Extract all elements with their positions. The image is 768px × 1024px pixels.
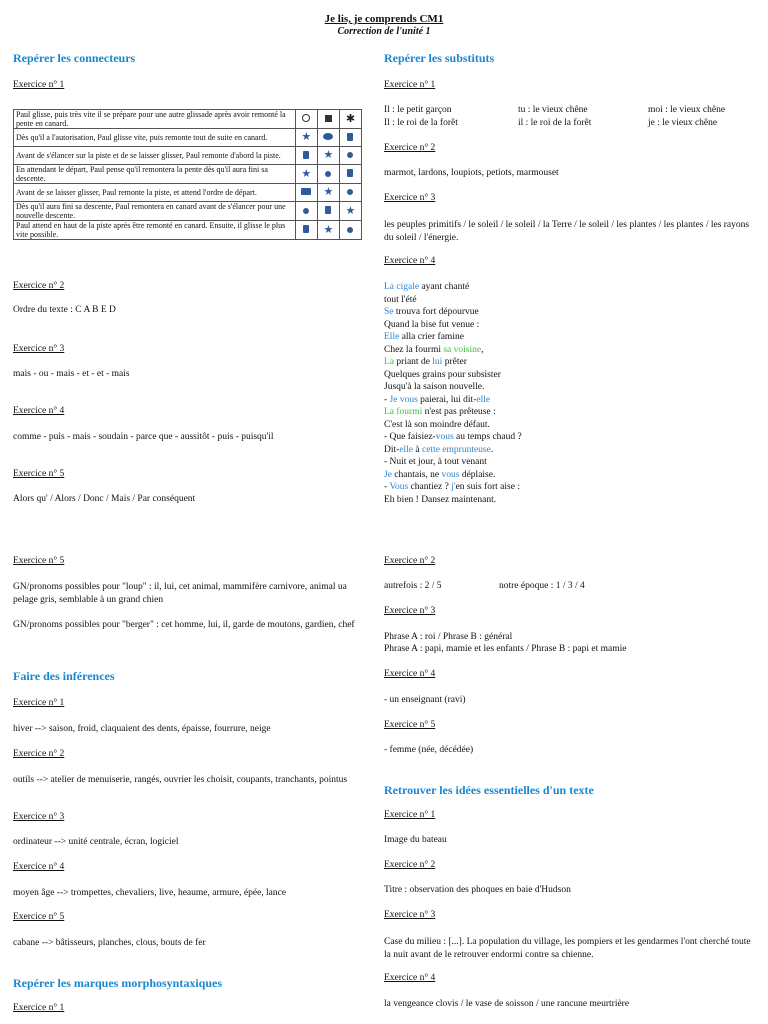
exercise-answer: GN/pronoms possibles pour "loup" : il, lui, cet animal, mammifère carnivore, animal ua pelage gris, semblable à un grand chien xyxy=(13,582,347,605)
poem-text: déplaise. xyxy=(459,469,496,480)
table-cell: Avant de se laisser glisser, Paul remonte la piste, et attend l'ordre de départ. xyxy=(14,184,296,202)
poem-line xyxy=(384,431,754,444)
exercise-answer: Ordre du texte : C A B E D xyxy=(13,305,116,315)
highlight-text: j' xyxy=(451,482,456,492)
highlight-text: Elle xyxy=(384,332,400,342)
square-icon xyxy=(303,225,309,233)
highlight-text: elle xyxy=(399,444,414,455)
highlight-text: La cigale xyxy=(384,282,420,292)
exercise-label: Exercice n° 1 xyxy=(13,1003,65,1013)
symbol-cell xyxy=(295,184,317,202)
symbol-cell xyxy=(317,184,339,202)
rectangle-icon xyxy=(301,188,311,195)
connecteurs-table xyxy=(13,109,362,240)
oval-icon xyxy=(323,133,333,140)
poem-line xyxy=(384,481,754,494)
exercise-label: Exercice n° 3 xyxy=(384,910,436,920)
symbol-cell xyxy=(339,147,361,165)
star-icon: ★ xyxy=(323,149,334,161)
poem-line: Jusqu'à la saison nouvelle. xyxy=(384,382,485,392)
exercise-answer: ordinateur --> unité centrale, écran, logiciel xyxy=(13,837,179,847)
square-icon xyxy=(325,115,332,122)
exercise-answer: GN/pronoms possibles pour "berger" : cet homme, lui, il, garde de moutons, gardien, chef xyxy=(13,620,355,630)
highlight-text: vous xyxy=(441,469,460,480)
table-cell: Dès qu'il aura fini sa descente, Paul remontera en canard avant de s'élancer pour une nouvelle descente. xyxy=(14,202,296,221)
symbol-cell xyxy=(295,110,317,129)
exercise-label: Exercice n° 2 xyxy=(384,143,436,153)
table-row xyxy=(14,147,362,165)
poem-text: ayant chanté xyxy=(419,282,470,292)
table-row xyxy=(14,202,362,221)
poem-text: au temps chaud ? xyxy=(453,432,522,442)
exercise-answer: - un enseignant (ravi) xyxy=(384,695,466,705)
exercise-answer: Case du milieu : [...]. La population du village, les pompiers et les gendarmes l'ont cherché toute la nuit avant de le retrouver endormi contre sa chienne. xyxy=(384,937,751,960)
star-icon: ★ xyxy=(323,223,334,236)
symbol-cell xyxy=(339,165,361,184)
poem-text: chantais, ne xyxy=(391,469,442,480)
table-cell: Avant de s'élancer sur la piste et de se laisser glisser, Paul remonte d'abord la piste. xyxy=(14,147,296,165)
poem-line xyxy=(384,331,754,344)
exercise-label: Exercice n° 2 xyxy=(384,860,436,870)
poem-line xyxy=(384,469,754,482)
highlight-text: sa voisine xyxy=(443,344,482,355)
exercise-label: Exercice n° 2 xyxy=(13,281,65,291)
dot-icon xyxy=(303,208,309,214)
exercise-label: Exercice n° 4 xyxy=(384,973,436,983)
poem-text: - xyxy=(384,482,390,492)
exercise-answer: les peuples primitifs / le soleil / le soleil / la Terre / le soleil / les plantes / les plantes / les rayons du soleil / l'énergie. xyxy=(384,220,750,243)
highlight-text: Vous xyxy=(389,482,409,492)
symbol-cell xyxy=(317,221,339,240)
section-heading-idees-essentielles: Retrouver les idées essentielles d'un texte xyxy=(384,783,594,797)
highlight-text: vous xyxy=(399,394,418,405)
substitute-cell: tu : le vieux chêne xyxy=(518,105,588,115)
poem-line: C'est là son moindre défaut. xyxy=(384,419,490,430)
poem-text: n'est pas prêteuse : xyxy=(422,407,496,417)
substitute-cell: Il : le roi de la forêt xyxy=(384,118,458,128)
exercise-answer: Alors qu' / Alors / Donc / Mais / Par conséquent xyxy=(13,494,196,504)
dot-icon xyxy=(347,152,353,158)
square-icon xyxy=(347,169,353,177)
highlight-text: vous xyxy=(435,432,454,442)
exercise-answer: notre époque : 1 / 3 / 4 xyxy=(499,581,585,591)
exercise-answer: Image du bateau xyxy=(384,835,447,845)
table-cell: Paul attend en haut de la piste après être remonté en canard. Ensuite, il glisse le plus vite possible. xyxy=(14,221,296,240)
poem-line xyxy=(384,406,754,419)
symbol-cell xyxy=(339,202,361,221)
section-heading-inferences: Faire des inférences xyxy=(13,669,115,683)
symbol-cell xyxy=(317,129,339,147)
substitute-cell: je : le vieux chêne xyxy=(648,118,718,128)
table-row xyxy=(14,110,362,129)
highlight-text: Je xyxy=(389,394,398,405)
highlight-text: cette emprunteuse xyxy=(422,444,491,455)
exercise-answer: - femme (née, décédée) xyxy=(384,745,474,755)
exercise-label: Exercice n° 3 xyxy=(13,344,65,354)
dot-icon xyxy=(325,171,331,177)
poem-line xyxy=(384,356,754,369)
poem-line xyxy=(384,306,754,319)
exercise-answer: hiver --> saison, froid, claquaient des dents, épaisse, fourrure, neige xyxy=(13,724,271,734)
star-icon: ★ xyxy=(345,204,356,217)
exercise-answer: marmot, lardons, loupiots, petiots, marmouset xyxy=(384,168,559,178)
circle-icon xyxy=(302,114,310,122)
symbol-cell xyxy=(295,221,317,240)
poem-line xyxy=(384,394,754,407)
star-icon: ★ xyxy=(301,167,312,180)
exercise-label: Exercice n° 5 xyxy=(13,556,65,566)
asterisk-icon: ✱ xyxy=(345,112,356,125)
poem-text: . xyxy=(490,444,494,455)
table-row xyxy=(14,221,362,240)
symbol-cell xyxy=(317,110,339,129)
symbol-cell xyxy=(295,202,317,221)
exercise-answer: mais - ou - mais - et - et - mais xyxy=(13,369,130,379)
exercise-label: Exercice n° 1 xyxy=(13,698,65,708)
document-title: Je lis, je comprends CM1 xyxy=(324,13,444,25)
section-heading-connecteurs: Repérer les connecteurs xyxy=(13,51,136,65)
poem-line xyxy=(384,281,754,294)
square-icon xyxy=(303,151,309,159)
star-icon: ★ xyxy=(301,131,312,143)
document-subtitle: Correction de l'unité 1 xyxy=(337,26,431,37)
poem-line: Quand la bise fut venue : xyxy=(384,319,480,330)
exercise-label: Exercice n° 5 xyxy=(384,720,436,730)
poem-text: , xyxy=(481,344,484,355)
exercise-answer: Phrase A : roi / Phrase B : général xyxy=(384,632,513,642)
star-icon: ★ xyxy=(323,186,334,198)
square-icon xyxy=(347,133,353,141)
poem-text: alla crier famine xyxy=(399,332,464,342)
exercise-answer: cabane --> bâtisseurs, planches, clous, bouts de fer xyxy=(13,938,206,948)
exercise-answer: Phrase A : papi, mamie et les enfants / Phrase B : papi et mamie xyxy=(384,644,627,654)
exercise-label: Exercice n° 4 xyxy=(384,256,436,266)
exercise-label: Exercice n° 5 xyxy=(13,469,65,479)
highlight-text: elle xyxy=(476,394,491,405)
symbol-cell xyxy=(339,184,361,202)
exercise-label: Exercice n° 4 xyxy=(13,862,65,872)
dot-icon xyxy=(347,189,353,195)
exercise-label: Exercice n° 3 xyxy=(384,193,436,203)
table-cell: En attendant le départ, Paul pense qu'il remontera la pente dès qu'il aura fini sa descente. xyxy=(14,165,296,184)
section-heading-morphosyntaxiques: Repérer les marques morphosyntaxiques xyxy=(13,976,223,990)
table-row xyxy=(14,184,362,202)
highlight-text: La xyxy=(384,357,395,367)
poem-line: Quelques grains pour subsister xyxy=(384,369,501,380)
table-row xyxy=(14,129,362,147)
square-icon xyxy=(325,206,331,214)
highlight-text: Je xyxy=(384,469,392,480)
exercise-label: Exercice n° 2 xyxy=(384,556,436,566)
table-cell: Paul glisse, puis très vite il se prépare pour une autre glissade après avoir remonté la pente en canard. xyxy=(14,110,296,129)
symbol-cell xyxy=(317,202,339,221)
poem-line: Eh bien ! Dansez maintenant. xyxy=(384,494,497,505)
poem-text: trouva fort dépourvue xyxy=(393,307,479,317)
poem-text: chantiez ? xyxy=(408,482,452,492)
symbol-cell xyxy=(339,110,361,129)
poem-text: priant de xyxy=(394,357,433,367)
poem-text: Chez la fourmi xyxy=(384,344,444,355)
substitute-cell: Il : le petit garçon xyxy=(384,105,452,115)
exercise-label: Exercice n° 4 xyxy=(13,406,65,416)
poem-line: tout l'été xyxy=(384,294,417,305)
highlight-text: La fourmi xyxy=(384,407,423,417)
table-row xyxy=(14,165,362,184)
table-cell: Dès qu'il a l'autorisation, Paul glisse vite, puis remonte tout de suite en canard. xyxy=(14,129,296,147)
symbol-cell xyxy=(339,129,361,147)
symbol-cell xyxy=(295,147,317,165)
poem-text: - xyxy=(384,394,390,405)
substitute-cell: moi : le vieux chêne xyxy=(648,105,726,115)
exercise-label: Exercice n° 3 xyxy=(13,812,65,822)
exercise-label: Exercice n° 3 xyxy=(384,606,436,616)
exercise-answer: comme - puis - mais - soudain - parce que - aussitôt - puis - puisqu'il xyxy=(13,432,274,442)
poem xyxy=(384,281,754,506)
highlight-text: Se xyxy=(384,307,394,317)
exercise-label: Exercice n° 1 xyxy=(13,80,65,90)
exercise-label: Exercice n° 1 xyxy=(384,810,436,820)
poem-text: à xyxy=(413,444,422,455)
exercise-label: Exercice n° 4 xyxy=(384,669,436,679)
poem-line xyxy=(384,344,754,357)
exercise-answer: outils --> atelier de menuiserie, rangés, ouvrier les choisit, coupants, tranchants, pointus xyxy=(13,775,348,785)
highlight-text: lui xyxy=(432,357,443,367)
symbol-cell xyxy=(295,129,317,147)
poem-text: paierai, lui dit- xyxy=(417,394,477,405)
symbol-cell xyxy=(295,165,317,184)
symbol-cell xyxy=(339,221,361,240)
poem-text: Dit- xyxy=(384,444,400,455)
exercise-label: Exercice n° 1 xyxy=(384,80,436,90)
poem-text: en suis fort aise : xyxy=(455,482,520,492)
poem-line xyxy=(384,444,754,457)
exercise-label: Exercice n° 2 xyxy=(13,749,65,759)
symbol-cell xyxy=(317,165,339,184)
poem-text: prêter xyxy=(442,357,467,367)
exercise-answer: moyen âge --> trompettes, chevaliers, live, heaume, armure, épée, lance xyxy=(13,888,287,898)
poem-text: - Que faisiez- xyxy=(384,432,436,442)
dot-icon xyxy=(347,227,353,233)
exercise-answer: Titre : observation des phoques en baie d'Hudson xyxy=(384,885,571,895)
symbol-cell xyxy=(317,147,339,165)
section-heading-substituts: Repérer les substituts xyxy=(384,51,495,65)
poem-line: - Nuit et jour, à tout venant xyxy=(384,457,487,467)
substitute-cell: il : le roi de la forêt xyxy=(518,118,592,128)
exercise-label: Exercice n° 5 xyxy=(13,912,65,922)
exercise-answer: la vengeance clovis / le vase de soisson / une rancune meurtrière xyxy=(384,999,630,1009)
exercise-answer: autrefois : 2 / 5 xyxy=(384,581,442,591)
